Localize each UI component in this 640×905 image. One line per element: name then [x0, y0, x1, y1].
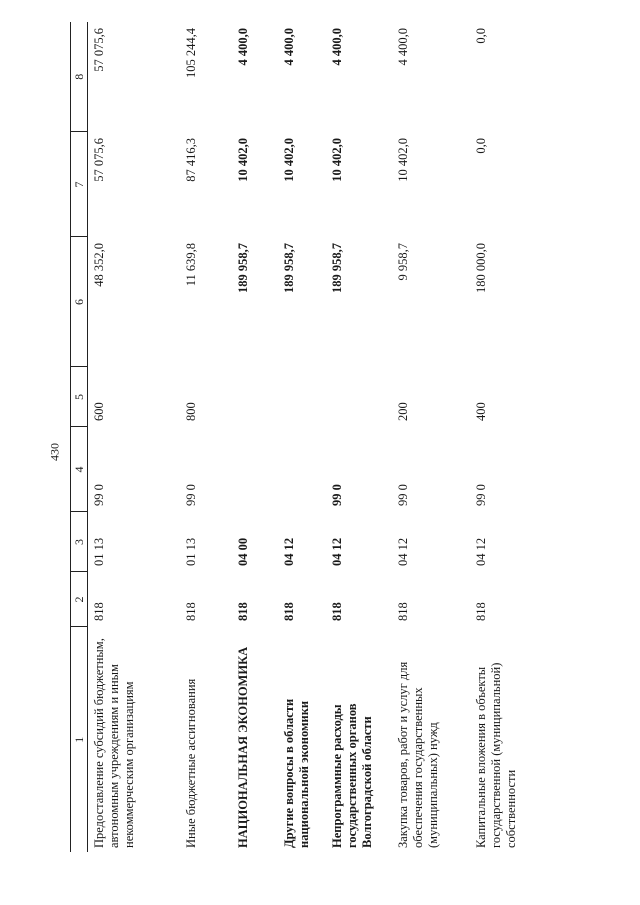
cell-amount-6: 9 958,7	[396, 243, 410, 281]
cell-section: 04 12	[396, 537, 410, 566]
column-header: 3	[71, 512, 88, 572]
table-row	[326, 22, 392, 852]
cell-section: 01 13	[184, 537, 198, 566]
cell-section: 04 00	[236, 537, 250, 566]
row-name: Закупка товаров, работ и услуг для обеспечения государственных (муниципальных) нужд	[396, 661, 440, 848]
cell-amount-8: 0,0	[474, 28, 488, 44]
cell-expense-type: 800	[184, 402, 198, 421]
cell-amount-7: 10 402,0	[330, 138, 344, 182]
column-header: 2	[71, 572, 88, 627]
table-row	[470, 22, 562, 852]
row-name: Капитальные вложения в объекты государственной (муниципальной) собственности	[474, 662, 518, 848]
cell-admin-code: 818	[282, 602, 296, 621]
cell-admin-code: 818	[92, 602, 106, 621]
cell-amount-6: 180 000,0	[474, 243, 488, 293]
column-header: 7	[71, 132, 88, 237]
row-name: НАЦИОНАЛЬНАЯ ЭКОНОМИКА	[236, 646, 250, 848]
cell-amount-6: 189 958,7	[236, 243, 250, 293]
cell-amount-6: 189 958,7	[282, 243, 296, 293]
cell-section: 04 12	[330, 537, 344, 566]
row-name: Предоставление субсидий бюджетным, автономным учреждениям и иным некоммерческим организациям	[92, 638, 136, 848]
row-name: Непрограммные расходы государственных органов Волгоградской области	[330, 703, 374, 848]
column-header: 4	[71, 427, 88, 512]
cell-expense-type	[326, 367, 392, 427]
cell-amount-7: 57 075,6	[92, 138, 106, 182]
row-name: Другие вопросы в области национальной экономики	[282, 698, 311, 848]
budget-table-rotated	[70, 22, 640, 852]
cell-admin-code: 818	[236, 602, 250, 621]
cell-expense-type	[232, 367, 278, 427]
cell-amount-8: 4 400,0	[236, 28, 250, 66]
cell-amount-8: 105 244,4	[184, 28, 198, 78]
cell-target-article: 99 0	[474, 484, 488, 506]
cell-amount-6: 11 639,8	[184, 243, 198, 287]
cell-expense-type: 400	[474, 402, 488, 421]
table-row	[232, 22, 278, 852]
cell-amount-8: 4 400,0	[282, 28, 296, 66]
cell-target-article: 99 0	[92, 484, 106, 506]
cell-amount-7: 10 402,0	[236, 138, 250, 182]
cell-amount-7: 10 402,0	[396, 138, 410, 182]
cell-section: 04 12	[282, 537, 296, 566]
cell-amount-7: 87 416,3	[184, 138, 198, 182]
cell-amount-8: 57 075,6	[92, 28, 106, 72]
table-row	[278, 22, 326, 852]
column-header: 8	[71, 22, 88, 132]
cell-admin-code: 818	[396, 602, 410, 621]
row-name: Иные бюджетные ассигнования	[184, 678, 198, 848]
cell-amount-8: 4 400,0	[396, 28, 410, 66]
cell-expense-type	[278, 367, 326, 427]
cell-amount-7: 0,0	[474, 138, 488, 154]
cell-target-article	[278, 427, 326, 512]
cell-admin-code: 818	[474, 602, 488, 621]
cell-section: 01 13	[92, 537, 106, 566]
budget-table	[70, 22, 562, 852]
page-number: 430	[47, 443, 62, 461]
cell-target-article: 99 0	[184, 484, 198, 506]
table-row	[180, 22, 232, 852]
cell-admin-code: 818	[184, 602, 198, 621]
column-header: 6	[71, 237, 88, 367]
cell-target-article: 99 0	[396, 484, 410, 506]
cell-expense-type: 200	[396, 402, 410, 421]
cell-admin-code: 818	[330, 602, 344, 621]
cell-amount-8: 4 400,0	[330, 28, 344, 66]
cell-section: 04 12	[474, 537, 488, 566]
cell-amount-7: 10 402,0	[282, 138, 296, 182]
header-row	[71, 22, 88, 852]
column-header: 5	[71, 367, 88, 427]
cell-expense-type: 600	[92, 402, 106, 421]
cell-amount-6: 48 352,0	[92, 243, 106, 287]
cell-target-article	[232, 427, 278, 512]
table-row	[88, 22, 181, 852]
cell-amount-6: 189 958,7	[330, 243, 344, 293]
table-row	[392, 22, 470, 852]
cell-target-article: 99 0	[330, 484, 344, 506]
column-header: 1	[71, 627, 88, 852]
